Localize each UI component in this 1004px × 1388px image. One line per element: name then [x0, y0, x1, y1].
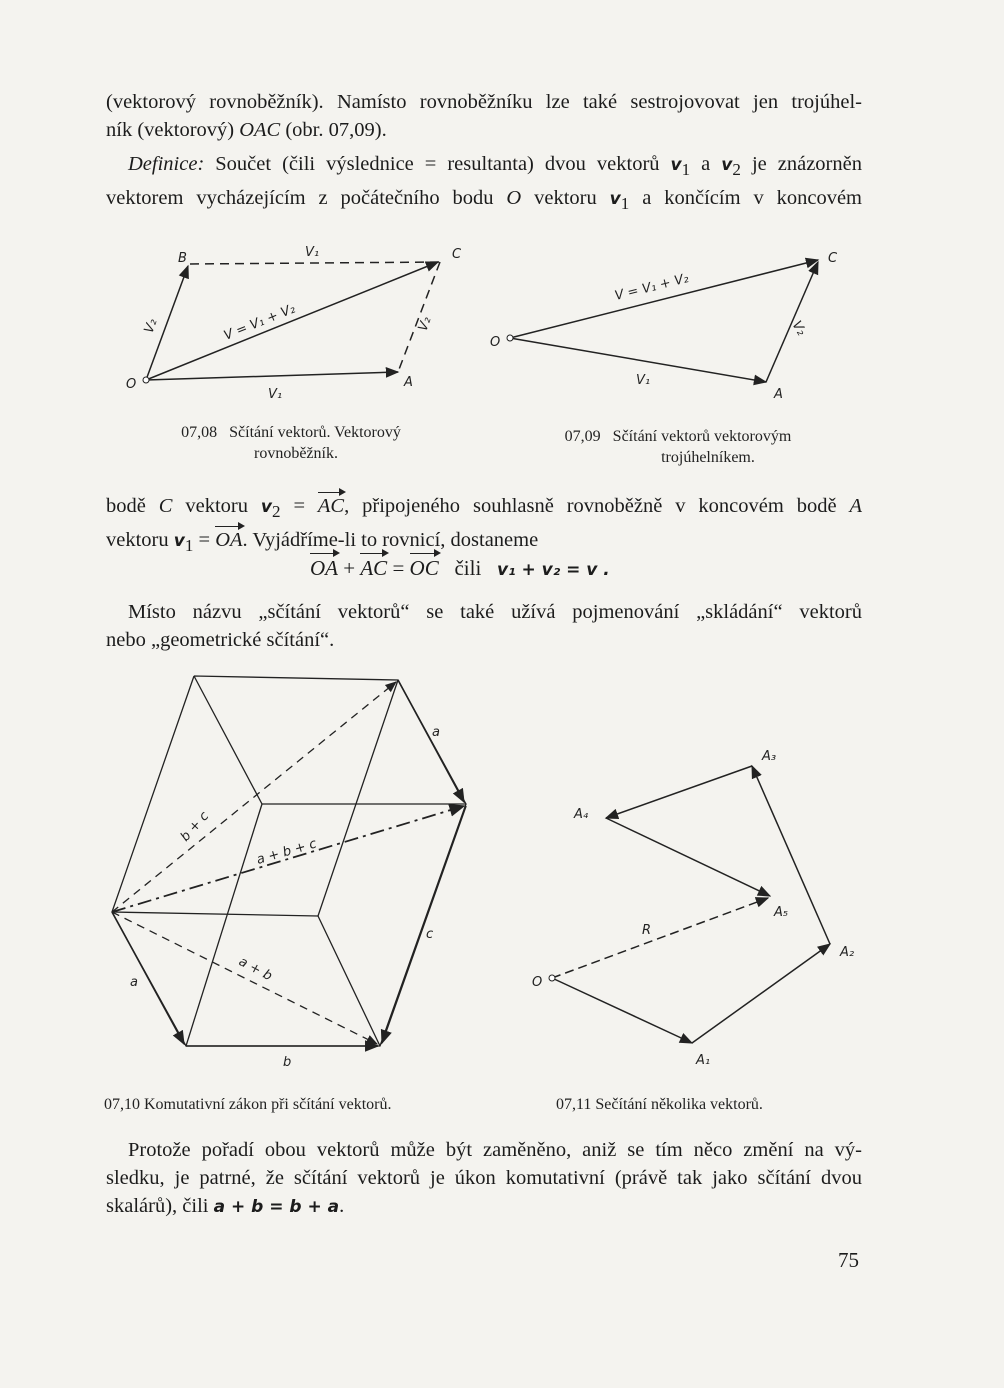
paragraph-5-line-2: sledku, je patrné, že sčítání vektorů je úkon komutativní (právě tak jako sčítání dvou	[106, 1167, 862, 1189]
triangle-label-v1: V₁	[636, 373, 651, 388]
label-a-upper: a	[432, 725, 440, 740]
label-A3: A₃	[762, 749, 777, 764]
label-v2-left: V₂	[141, 316, 161, 336]
triangle-label-O: O	[490, 335, 501, 350]
paragraph-1-line-2: ník (vektorový) OAC (obr. 07,09).	[106, 119, 387, 141]
label-C: C	[452, 247, 462, 262]
label-A5: A₅	[774, 905, 789, 920]
label-B: B	[178, 251, 187, 266]
paragraph-5	[106, 1136, 862, 1221]
label-a-plus-b-plus-c: a + b + c	[254, 836, 319, 868]
label-O: O	[126, 377, 137, 392]
vector-O-A1	[552, 978, 692, 1043]
paragraph-1-line-1: (vektorový rovnoběžník). Namísto rovnoběžníku lze také sestrojovovat jen trojúhel-	[106, 91, 862, 113]
caption-07-08: 07,08 Sčítání vektorů. Vektorový rovnoběžník.	[181, 424, 401, 462]
label-v1-bottom: V₁	[268, 387, 283, 402]
caption-07-10: 07,10 Komutativní zákon při sčítání vektorů.	[104, 1096, 392, 1113]
label-O-0711: O	[532, 975, 543, 990]
label-v1-top: V₁	[305, 245, 320, 260]
vector-A3-A4	[606, 766, 752, 818]
label-A: A	[404, 375, 413, 390]
label-A4: A₄	[574, 807, 589, 822]
vector-sum-formula: OA + AC = OC čili v₁ + v₂ = v .	[310, 556, 610, 580]
label-R: R	[642, 923, 652, 938]
label-v2-right: V₂	[415, 314, 435, 334]
definition-line-1: Definice: Součet (čili výslednice = resultanta) dvou vektorů $v_1$ a $v_2$ je znázorněn	[128, 153, 862, 180]
paragraph-4-line-2: nebo „geometrické sčítání“.	[106, 629, 335, 651]
vector-R	[552, 898, 768, 978]
label-a-plus-b: a + b	[236, 954, 275, 985]
triangle-label-v2: V₂	[788, 318, 809, 339]
vector-A4-A5	[606, 818, 770, 896]
label-A2: A₂	[840, 945, 855, 960]
label-a-lower: a	[130, 975, 138, 990]
label-b-plus-c: b + c	[177, 808, 213, 845]
caption-07-11: 07,11 Sečítání několika vektorů.	[556, 1096, 763, 1113]
polygon-origin-O	[549, 975, 555, 981]
caption-07-09: 07,09 Sčítání vektorů vektorovým trojúhelníkem.	[564, 428, 792, 466]
triangle-label-A: A	[774, 387, 783, 402]
paragraph-3-line-1: bodě C vektoru $v_2$ = AC, připojeného souhlasně rovnoběžně v koncovém bodě A	[106, 495, 862, 522]
paragraph-3-line-2: vektoru $v_1$ = OA. Vyjádříme-li to rovnicí, dostaneme	[106, 529, 539, 556]
definition-line-2: vektorem vycházejícím z počátečního bodu O vektoru $v_1$ a končícím v koncovém	[106, 187, 862, 214]
triangle-label-C: C	[828, 251, 838, 266]
paragraph-5-line-3: skalárů), čili a + b = b + a.	[106, 1195, 345, 1217]
triangle-label-sum: V = V₁ + V₂	[613, 271, 691, 304]
label-b-bottom: b	[283, 1055, 292, 1070]
paragraph-5-line-1: Protože pořadí obou vektorů může být zaměněno, aniž se tím něco změní na vý-	[128, 1139, 862, 1161]
vector-A2-A3	[752, 766, 830, 944]
label-A1: A₁	[696, 1053, 711, 1068]
paragraph-4-line-1: Místo názvu „sčítání vektorů“ se také užívá pojmenování „skládání“ vektorů	[128, 601, 862, 623]
page-number: 75	[838, 1248, 859, 1272]
label-c-right: c	[426, 927, 434, 942]
label-sum-0708: V = V₁ + V₂	[221, 301, 298, 344]
vector-A1-A2	[692, 944, 830, 1043]
